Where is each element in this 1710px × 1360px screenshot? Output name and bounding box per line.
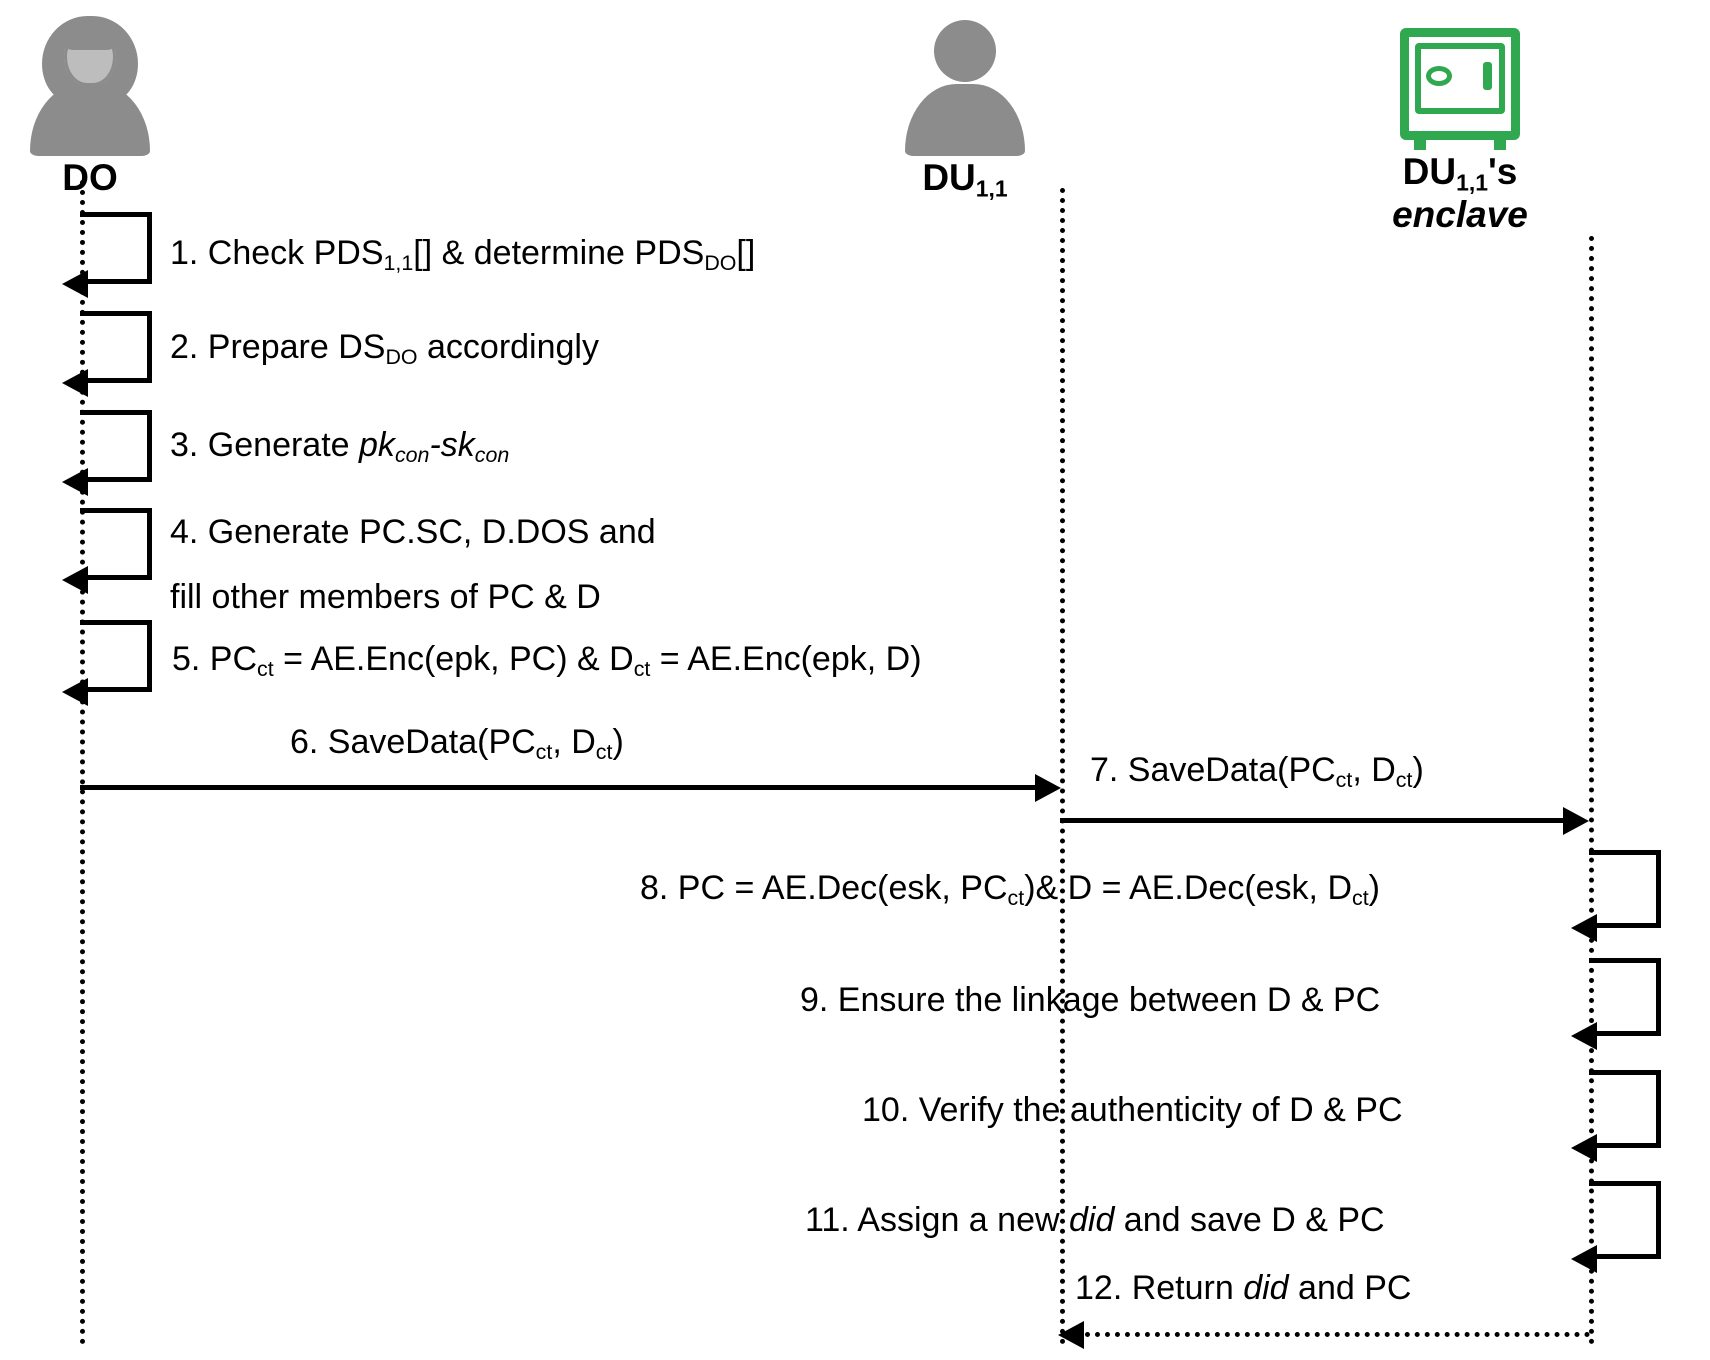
step-6-label: 6. SaveData(PCct, Dct) <box>290 723 624 764</box>
arrowhead-step-1 <box>62 270 88 298</box>
step-4-label-line2: fill other members of PC & D <box>170 578 601 616</box>
lifeline-du <box>1060 188 1065 1345</box>
arrowhead-step-8 <box>1571 914 1597 942</box>
arrowhead-step-4 <box>62 566 88 594</box>
arrowhead-step-3 <box>62 468 88 496</box>
selfloop-step-1 <box>80 212 152 284</box>
arrowhead-step-12 <box>1058 1321 1084 1349</box>
actor-du-label: $DU_{1,1}$ <box>922 157 1008 202</box>
selfloop-step-2 <box>80 311 152 383</box>
step-4-label-line1: 4. Generate PC.SC, D.DOS and <box>170 513 656 551</box>
arrowhead-step-10 <box>1571 1134 1597 1162</box>
selfloop-step-10 <box>1589 1070 1661 1148</box>
step-5-label: 5. PCct = AE.Enc(epk, PC) & Dct = AE.Enc(epk, D) <box>172 640 922 681</box>
user-female-icon <box>25 18 155 158</box>
step-11-label: 11. Assign a new did and save D & PC <box>805 1201 1385 1239</box>
step-3-label: 3. Generate pkcon-skcon <box>170 426 510 467</box>
selfloop-step-4 <box>80 508 152 580</box>
arrowhead-step-6 <box>1035 774 1061 802</box>
safe-icon <box>1400 28 1520 140</box>
arrowhead-step-2 <box>62 369 88 397</box>
step-8-label: 8. PC = AE.Dec(esk, PCct)& D = AE.Dec(esk, Dct) <box>640 869 1380 910</box>
step-9-label: 9. Ensure the linkage between D & PC <box>800 981 1381 1019</box>
step-2-label: 2. Prepare DSDO accordingly <box>170 328 599 369</box>
step-10-label: 10. Verify the authenticity of D & PC <box>862 1091 1403 1129</box>
actor-enclave-label: $DU_{1,1}'s$ enclave <box>1360 152 1560 234</box>
arrowhead-step-5 <box>62 678 88 706</box>
selfloop-step-5 <box>80 620 152 692</box>
message-arrow-step-6 <box>80 785 1045 790</box>
selfloop-step-3 <box>80 410 152 482</box>
actor-do-label: DO <box>62 157 118 198</box>
message-arrow-step-7 <box>1060 818 1570 823</box>
selfloop-step-11 <box>1589 1181 1661 1259</box>
arrowhead-step-11 <box>1571 1245 1597 1273</box>
message-arrow-step-12 <box>1085 1332 1590 1337</box>
step-7-label: 7. SaveData(PCct, Dct) <box>1090 751 1424 792</box>
arrowhead-step-7 <box>1563 807 1589 835</box>
step-12-label: 12. Return did and PC <box>1075 1269 1412 1307</box>
selfloop-step-9 <box>1589 958 1661 1036</box>
actor-enclave <box>1360 28 1560 234</box>
selfloop-step-8 <box>1589 850 1661 928</box>
user-icon <box>900 18 1030 158</box>
actor-enclave-label-line2: enclave <box>1392 193 1528 235</box>
step-1-label: 1. Check PDS1,1[] & determine PDSDO[] <box>170 234 756 275</box>
lifeline-enclave <box>1589 236 1594 1345</box>
arrowhead-step-9 <box>1571 1022 1597 1050</box>
actor-do <box>10 18 170 197</box>
actor-du <box>885 18 1045 201</box>
